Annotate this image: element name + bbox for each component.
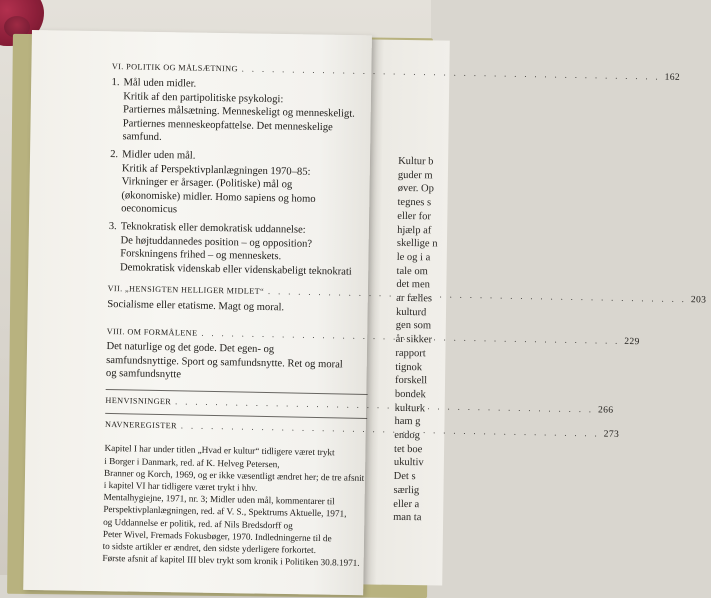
text-line: Partiernes målsætning. Menneskeligt og menneskeligt.: [122, 104, 355, 120]
toc-title: VIII. OM FORMÅLENE: [106, 326, 198, 338]
text-line: samfundsnyttige. Sport og samfundsnytte. Ret og moral: [106, 354, 343, 371]
right-page-line: guder m: [397, 169, 433, 182]
right-page-line: tale om: [396, 265, 428, 277]
toc-item-number: 2.: [110, 149, 119, 161]
right-page-line: særlig: [393, 484, 420, 496]
toc-page-number: 266: [597, 404, 614, 416]
toc-item: [108, 220, 371, 279]
note-line: Mentalhygiejne, 1971, nr. 3; Midler uden mål, kommentarer til: [103, 492, 335, 507]
text-line: Demokratisk videnskab eller videnskabeligt teknokrati: [119, 261, 352, 278]
note-line: Peter Wivel, Fremads Fokusbøger, 1970. Indledningerne til de: [102, 528, 332, 544]
toc-title: VI. POLITIK OG MÅLSÆTNING: [111, 61, 238, 74]
text-line: Kritik af Perspektivplanlægningen 1970–85:: [121, 163, 311, 178]
toc-item-text: [121, 149, 372, 221]
text-line: Teknokratisk eller demokratisk uddannelse:: [120, 221, 306, 237]
toc-title: VII. „HENSIGTEN HELLIGER MIDLET“: [107, 284, 265, 297]
text-line: og samfundsnytte: [105, 368, 182, 381]
toc-page-number: 203: [690, 295, 707, 306]
text-line: oeconomicus: [121, 203, 178, 216]
toc-title: HENVISNINGER: [105, 395, 172, 406]
right-page-line: år sikker: [395, 333, 433, 346]
note-line: Første afsnit af kapitel III blev trykt som kronik i Politiken 30.8.1971.: [102, 553, 360, 569]
right-page-line: man ta: [393, 512, 422, 524]
toc-item: [110, 76, 373, 148]
text-line: samfund.: [122, 131, 162, 143]
right-page-line: tet boe: [394, 443, 423, 455]
right-page-line: ar fælles: [396, 292, 433, 305]
text-line: (økonomiske) midler. Homo sapiens og homo: [121, 189, 316, 205]
right-page-line: Det s: [393, 470, 416, 483]
right-page-line: ham g: [394, 416, 421, 428]
toc-page-number: 273: [603, 429, 620, 440]
publication-note: [102, 442, 366, 569]
note-line: Branner og Korch, 1969, og er ikke væsentligt ændret her; de tre afsnit: [103, 467, 365, 483]
toc-item-number: 3.: [108, 221, 117, 233]
right-page-line: kulturd: [395, 306, 427, 318]
toc-page-number: 162: [664, 72, 681, 83]
text-line: De højtuddannedes position – og opposition?: [120, 235, 313, 250]
toc-item-text: [122, 77, 373, 149]
toc-title: NAVNEREGISTER: [104, 419, 177, 431]
toc-item: [109, 148, 372, 220]
right-page: [362, 39, 450, 585]
text-line: Partiernes menneskeopfattelse. Det menneskelige: [122, 117, 333, 133]
text-line: Mål uden midler.: [123, 77, 197, 91]
right-page-line: hjælp af: [397, 224, 432, 236]
toc-page-number: 229: [624, 336, 640, 348]
text-line: Virkninger er årsager. (Politiske) mål og: [121, 176, 293, 191]
text-line: Kritik af den partipolitiske psykologi:: [123, 91, 284, 106]
right-page-line: tignok: [395, 361, 423, 373]
right-page-line: tegnes s: [397, 196, 432, 209]
right-page-line: eller for: [397, 210, 431, 223]
toc-text-vii: Socialisme eller etatisme. Magt og moral.: [107, 298, 285, 313]
right-page-line: Kultur b: [398, 155, 434, 168]
note-line: Perspektivplanlægningen, red. af V. S., Spektrums Aktuelle, 1971,: [103, 504, 347, 519]
toc-item-text: [120, 221, 371, 279]
right-page-line: det men: [396, 279, 430, 291]
note-line: i Borger i Danmark, red. af K. Helveg Petersen,: [104, 455, 280, 469]
note-line: Kapitel I har under titlen „Hvad er kultur“ tidligere været trykt: [104, 443, 335, 458]
right-page-line: kulturk: [394, 402, 426, 414]
text-line: Det naturlige og det gode. Det egen- og: [106, 341, 275, 356]
right-page-line: eller a: [393, 498, 420, 510]
right-page-line: le og i a: [396, 251, 431, 264]
text-line: Midler uden mål.: [122, 149, 196, 163]
right-page-line: ukultiv: [393, 457, 424, 469]
right-page-line: øver. Op: [397, 183, 434, 195]
toc-items-vi: [108, 76, 374, 279]
right-page-line: gen som: [395, 320, 432, 332]
right-page-line: bondek: [394, 388, 426, 401]
note-line: to sidste artikler er ændret, den sidste yderligere forkortet.: [102, 540, 317, 555]
right-page-line: endog: [394, 429, 421, 442]
toc-item-number: 1.: [111, 77, 120, 89]
right-page-line: forskell: [394, 375, 428, 387]
note-line: og Uddannelse er politik, red. af Nils Bredsdorff og: [103, 516, 293, 531]
text-line: Forskningens frihed – og menneskets.: [120, 248, 282, 263]
note-line: i kapitel VI har tidligere været trykt i hhv.: [103, 479, 258, 493]
toc-text-viii: [106, 340, 369, 385]
right-page-line: skellige n: [396, 238, 438, 250]
right-page-line: rapport: [395, 347, 426, 360]
